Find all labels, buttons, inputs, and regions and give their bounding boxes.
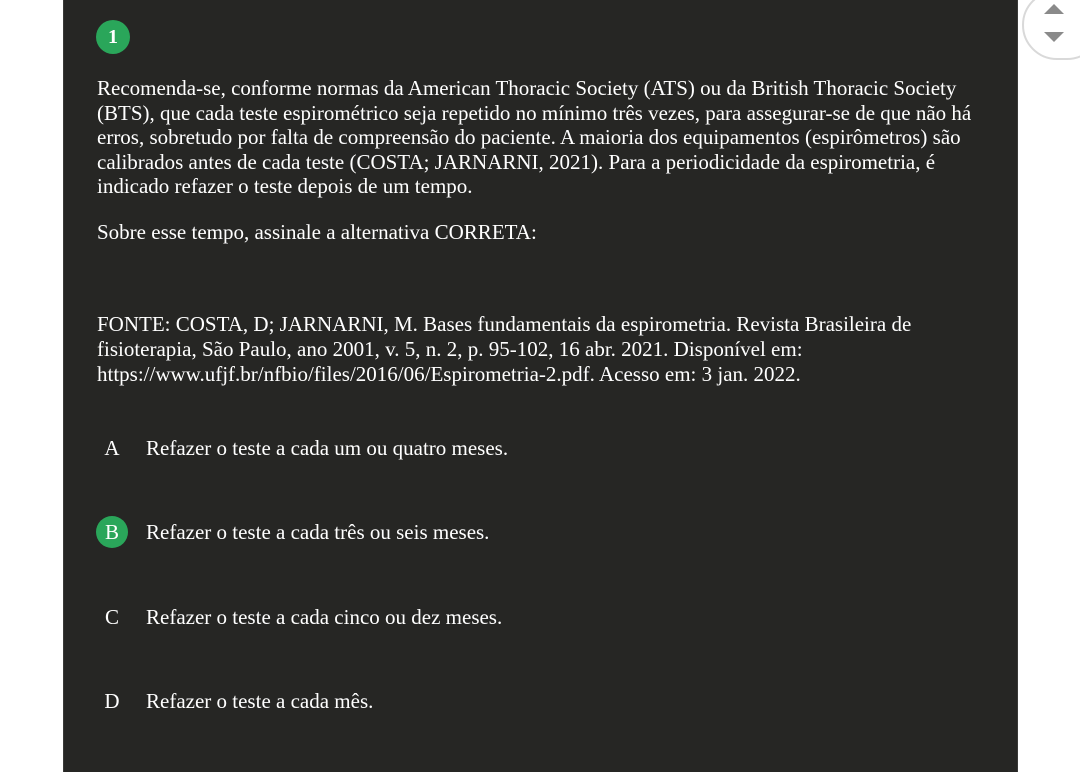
triangle-up-icon[interactable] bbox=[1044, 4, 1064, 14]
question-stem-paragraph: Recomenda-se, conforme normas da American Thoracic Society (ATS) ou da British Thoracic Society (BTS), que cada teste espirométrico seja repetido no mínimo três vezes, para assegurar-se de que não há erros, sobretudo por falta de compreensão do paciente. A maioria dos equipamentos (espirômetros) são calibrados antes de cada teste (COSTA; JARNARNI, 2021). Para a periodicidade da espirometria, é indicado refazer o teste depois de um tempo. bbox=[97, 76, 972, 198]
question-number-badge: 1 bbox=[96, 20, 130, 54]
question-card bbox=[63, 0, 1018, 772]
alternative-letter: A bbox=[104, 436, 120, 460]
alternative-text: Refazer o teste a cada um ou quatro meses. bbox=[146, 435, 509, 460]
alternative-letter: D bbox=[104, 689, 120, 713]
alternative-a[interactable] bbox=[96, 430, 976, 466]
alternative-d[interactable] bbox=[96, 683, 976, 719]
alternative-c[interactable] bbox=[96, 599, 976, 635]
question-prompt: Sobre esse tempo, assinale a alternativa CORRETA: bbox=[97, 219, 537, 244]
question-source: FONTE: COSTA, D; JARNARNI, M. Bases fundamentais da espirometria. Revista Brasileira de fisioterapia, São Paulo, ano 2001, v. 5, n. 2, p. 95-102, 16 abr. 2021. Disponível em: https://www.ufjf.br/nfbio/files/2016/06/Espirometria-2.pdf. Acesso em: 3 jan. 2022. bbox=[97, 312, 912, 386]
alternative-text: Refazer o teste a cada três ou seis meses. bbox=[146, 519, 490, 544]
alternative-text: Refazer o teste a cada cinco ou dez meses. bbox=[146, 604, 503, 629]
alternative-b[interactable] bbox=[96, 514, 976, 550]
question-stem bbox=[97, 76, 987, 244]
triangle-down-icon[interactable] bbox=[1044, 32, 1064, 42]
alternative-text: Refazer o teste a cada mês. bbox=[146, 688, 374, 713]
alternative-letter: C bbox=[104, 605, 119, 629]
alternative-letter-selected: B bbox=[96, 516, 128, 548]
